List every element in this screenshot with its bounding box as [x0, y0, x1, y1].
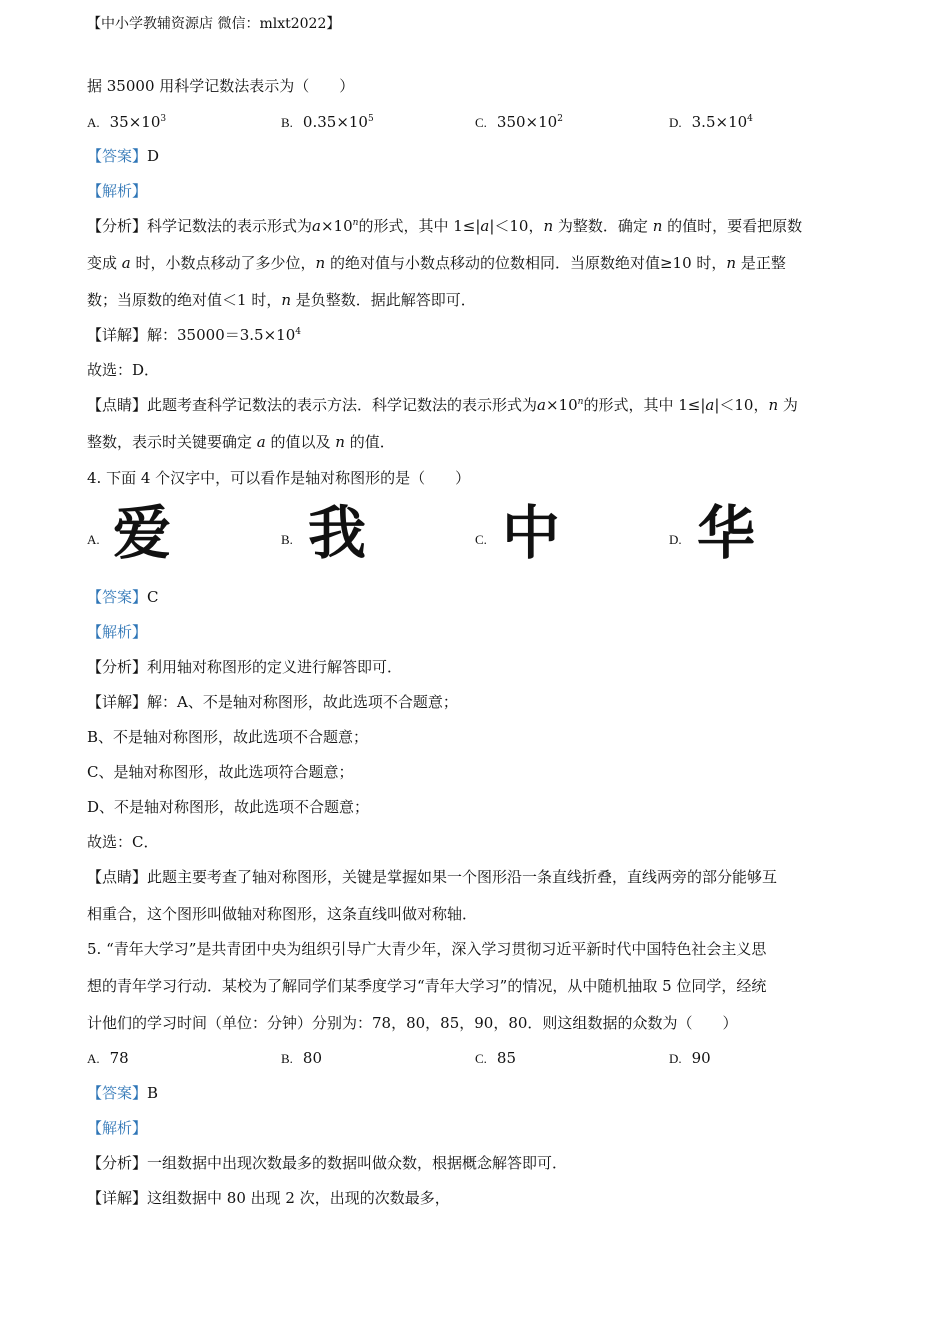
q5-option-d: D. 90: [669, 1049, 711, 1067]
q3-answer: 【答案】D: [87, 147, 160, 165]
q4-option-d-glyph: 华: [697, 499, 756, 567]
q5-stem-line2: 想的青年学习行动．某校为了解同学们某季度学习“青年大学习”的情况，从中随机抽取 5 位同学，经统: [87, 977, 767, 995]
q3-option-a: A. $35\times 10^3$: [87, 113, 167, 131]
q3-fenxi-line2: 变成 a 时，小数点移动了多少位，n 的绝对值与小数点移动的位数相同．当原数绝对值≥10 时，n 是正整: [87, 254, 786, 272]
q4-answer: 【答案】C: [87, 588, 159, 606]
q3-choose: 故选：D．: [87, 361, 160, 379]
q5-fenxi: 【分析】一组数据中出现次数最多的数据叫做众数，根据概念解答即可．: [87, 1154, 568, 1172]
q4-option-c-glyph: 中: [502, 499, 561, 567]
q4-detail-2: B、不是轴对称图形，故此选项不合题意；: [87, 728, 369, 746]
q3-option-d: D. $3.5\times 10^4$: [669, 113, 753, 131]
q5-option-c: C. 85: [475, 1049, 517, 1067]
q3-analysis-heading: 【解析】: [87, 182, 148, 200]
q5-option-b: B. 80: [281, 1049, 323, 1067]
q5-answer: 【答案】B: [87, 1084, 159, 1102]
q4-choose: 故选：C．: [87, 833, 159, 851]
q4-option-b-glyph: 我: [308, 499, 367, 567]
q4-detail-3: C、是轴对称图形，故此选项符合题意；: [87, 763, 354, 781]
q3-option-b: B. $0.35\times 10^5$: [281, 113, 374, 131]
q3-option-c: C. $350\times 10^2$: [475, 113, 563, 131]
q4-analysis-heading: 【解析】: [87, 623, 148, 641]
q4-option-a-glyph: 爱: [113, 499, 172, 567]
q4-option-a-label: A.: [87, 532, 100, 547]
q4-point-line1: 【点睛】此题主要考查了轴对称图形，关键是掌握如果一个图形沿一条直线折叠，直线两旁的部分能够互: [87, 868, 778, 886]
q4-stem: 4. 下面 4 个汉字中，可以看作是轴对称图形的是（ ）: [87, 469, 471, 487]
page-header: 【中小学教辅资源店 微信：mlxt2022】: [87, 16, 341, 32]
q4-option-d-label: D.: [669, 532, 682, 547]
q3-point-line2: 整数，表示时关键要确定 a 的值以及 n 的值．: [87, 433, 395, 451]
q4-detail-1: 【详解】解：A、不是轴对称图形，故此选项不合题意；: [87, 693, 458, 711]
q4-option-b-label: B.: [281, 532, 293, 547]
q4-point-line2: 相重合，这个图形叫做轴对称图形，这条直线叫做对称轴．: [87, 905, 478, 923]
q5-analysis-heading: 【解析】: [87, 1119, 148, 1137]
q4-option-c-label: C.: [475, 532, 487, 547]
q3-fenxi-line1: 【分析】科学记数法的表示形式为$a\times 10^n$的形式，其中 1≤|a|＜10，n 为整数．确定 n 的值时，要看把原数: [87, 217, 803, 235]
q5-option-a: A. 78: [87, 1049, 129, 1067]
q5-stem-line3: 计他们的学习时间（单位：分钟）分别为：78，80，85，90，80．则这组数据的众数为（ ）: [87, 1014, 738, 1032]
q3-fenxi-line3: 数；当原数的绝对值＜1 时，n 是负整数．据此解答即可．: [87, 291, 476, 309]
q4-detail-4: D、不是轴对称图形，故此选项不合题意；: [87, 798, 370, 816]
q5-detail: 【详解】这组数据中 80 出现 2 次，出现的次数最多，: [87, 1189, 450, 1207]
q3-detail: 【详解】解：$35000=3.5\times 10^4$: [87, 326, 301, 344]
q3-point-line1: 【点睛】此题考查科学记数法的表示方法．科学记数法的表示形式为$a\times 10^n$的形式，其中 1≤|a|＜10，n 为: [87, 396, 798, 414]
q3-stem: 据 35000 用科学记数法表示为（ ）: [87, 77, 355, 95]
q5-stem-line1: 5. “青年大学习”是共青团中央为组织引导广大青少年，深入学习贯彻习近平新时代中国特色社会主义思: [87, 940, 767, 958]
q4-fenxi: 【分析】利用轴对称图形的定义进行解答即可．: [87, 658, 403, 676]
